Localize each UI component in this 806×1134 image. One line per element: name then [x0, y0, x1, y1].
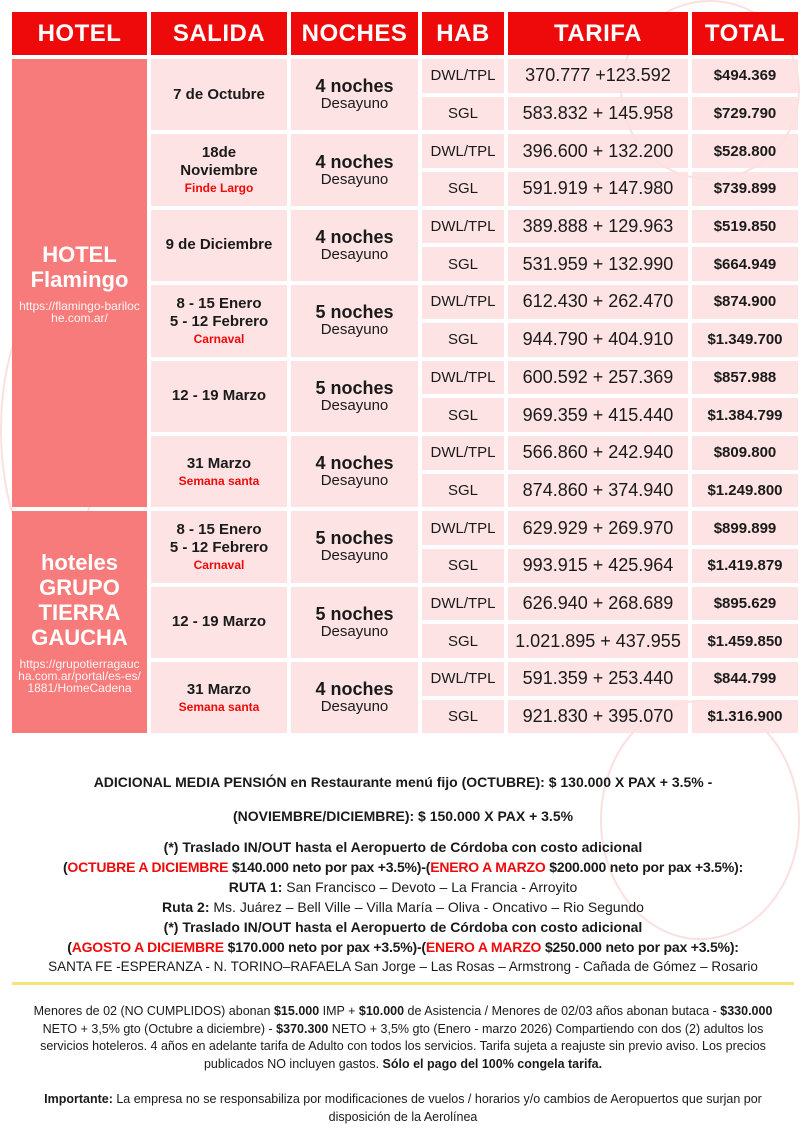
hotel-name: GRUPO	[39, 575, 120, 601]
hotel-name: GAUCHA	[31, 625, 128, 651]
nights-cell	[291, 210, 418, 281]
text-segment: OCTUBRE A DICIEMBRE	[67, 859, 229, 875]
rate: 591.919 + 147.980	[508, 172, 688, 206]
text-segment: Ruta 2:	[162, 899, 210, 915]
hotel-url[interactable]: https://grupotierragaucha.com.ar/portal/es-es/1881/HomeCadena	[18, 657, 141, 696]
nights-count: 4 noches	[315, 151, 394, 172]
room-type: DWL/TPL	[422, 511, 504, 545]
departure-cell	[151, 361, 287, 432]
column-header: NOCHES	[291, 12, 418, 55]
text-segment: ENERO A MARZO	[430, 859, 546, 875]
nights-cell	[291, 511, 418, 582]
room-type: DWL/TPL	[422, 134, 504, 168]
text-segment: (NOVIEMBRE/DICIEMBRE): $ 150.000 X PAX + 3.5%	[232, 808, 574, 824]
text-segment: (	[62, 859, 68, 875]
meal-plan: Desayuno	[320, 396, 389, 414]
meal-plan: Desayuno	[320, 170, 389, 188]
notes-line	[10, 897, 796, 917]
room-type: SGL	[422, 474, 504, 508]
room-type: DWL/TPL	[422, 587, 504, 621]
fineprint-line	[30, 1091, 776, 1126]
room-type: DWL/TPL	[422, 361, 504, 395]
departure-cell	[151, 436, 287, 507]
nights-cell	[291, 59, 418, 130]
nights-count: 5 noches	[315, 603, 394, 624]
text-segment: $140.000 neto por pax +3.5%)-(	[228, 859, 431, 875]
departure-date: 8 - 15 Enero	[176, 294, 262, 312]
total: $1.419.879	[692, 549, 798, 583]
text-segment: IMP +	[319, 1004, 359, 1018]
text-segment: $15.000	[273, 1004, 320, 1018]
text-segment: Sólo el pago del 100% congela tarifa.	[382, 1056, 603, 1071]
text-segment: ADICIONAL MEDIA PENSIÓN en Restaurante menú fijo (OCTUBRE): $ 130.000 X PAX + 3.5% -	[93, 774, 713, 790]
room-type: SGL	[422, 323, 504, 357]
departure-cell	[151, 587, 287, 658]
hotel-name: HOTEL	[42, 242, 117, 268]
total: $874.900	[692, 285, 798, 319]
room-type: SGL	[422, 700, 504, 734]
departure-tag: Semana santa	[178, 473, 260, 488]
nights-cell	[291, 436, 418, 507]
departure-date: 7 de Octubre	[173, 85, 265, 103]
column-header: HAB	[422, 12, 504, 55]
nights-count: 5 noches	[315, 528, 394, 549]
text-segment: RUTA 1:	[228, 879, 283, 895]
text-segment: Importante:	[44, 1092, 113, 1106]
additional-notes	[10, 765, 796, 977]
total: $809.800	[692, 436, 798, 470]
notes-line	[10, 917, 796, 937]
rate: 921.830 + 395.070	[508, 700, 688, 734]
text-segment: NETO + 3,5% gto (Octubre a diciembre) -	[42, 1021, 277, 1036]
nights-cell	[291, 587, 418, 658]
departure-date: 12 - 19 Marzo	[171, 613, 267, 631]
text-segment: NETO + 3,5% gto (Enero - marzo 2026) Compartiendo con dos (2) adultos los servicios hoteleros. 4 años en adelante tarifa de Adulto con todos los servicios. Tarifa sujeta a reajuste sin previo aviso. Los precios publicados NO incluyen gastos.	[40, 1021, 766, 1071]
text-segment: (*) Traslado IN/OUT hasta el Aeropuerto de Córdoba con costo adicional	[163, 839, 643, 855]
rates-table	[12, 12, 798, 733]
room-type: DWL/TPL	[422, 285, 504, 319]
rate: 969.359 + 415.440	[508, 398, 688, 432]
rate: 600.592 + 257.369	[508, 361, 688, 395]
rate: 944.790 + 404.910	[508, 323, 688, 357]
rate: 583.832 + 145.958	[508, 97, 688, 131]
meal-plan: Desayuno	[320, 547, 389, 565]
total: $844.799	[692, 662, 798, 696]
text-segment: (*) Traslado IN/OUT hasta el Aeropuerto de Córdoba con costo adicional	[163, 919, 643, 935]
separator	[12, 982, 794, 985]
departure-cell	[151, 511, 287, 582]
departure-tag: Semana santa	[178, 699, 260, 714]
nights-cell	[291, 361, 418, 432]
rate: 612.430 + 262.470	[508, 285, 688, 319]
total: $519.850	[692, 210, 798, 244]
nights-count: 5 noches	[315, 302, 394, 323]
nights-count: 4 noches	[315, 76, 394, 97]
hotel-name: TIERRA	[38, 600, 121, 626]
departure-cell	[151, 285, 287, 356]
departure-date: 8 - 15 Enero	[176, 520, 262, 538]
hotel-name: Flamingo	[30, 267, 129, 293]
text-segment: $200.000 neto por pax +3.5%):	[545, 859, 744, 875]
room-type: SGL	[422, 398, 504, 432]
total: $857.988	[692, 361, 798, 395]
hotel-cell	[12, 59, 147, 507]
column-header: TOTAL	[692, 12, 798, 55]
total: $1.249.800	[692, 474, 798, 508]
text-segment: $170.000 neto por pax +3.5%)-(	[223, 939, 426, 955]
rate: 591.359 + 253.440	[508, 662, 688, 696]
departure-date: 5 - 12 Febrero	[169, 312, 269, 330]
nights-count: 4 noches	[315, 226, 394, 247]
departure-date: 31 Marzo	[186, 680, 252, 698]
departure-cell	[151, 662, 287, 733]
hotel-name: hoteles	[40, 550, 119, 576]
meal-plan: Desayuno	[320, 472, 389, 490]
meal-plan: Desayuno	[320, 95, 389, 113]
text-segment: ENERO A MARZO	[425, 939, 542, 955]
text-segment: Menores de 02 (NO CUMPLIDOS) abonan	[33, 1004, 274, 1018]
rate: 629.929 + 269.970	[508, 511, 688, 545]
rate: 531.959 + 132.990	[508, 247, 688, 281]
total: $664.949	[692, 247, 798, 281]
text-segment: de Asistencia / Menores de 02/03 años abonan butaca -	[404, 1004, 721, 1018]
notes-line	[10, 857, 796, 877]
total: $895.629	[692, 587, 798, 621]
room-type: DWL/TPL	[422, 436, 504, 470]
hotel-url[interactable]: https://flamingo-bariloche.com.ar/	[19, 299, 140, 326]
text-segment: (	[67, 939, 72, 955]
rate: 566.860 + 242.940	[508, 436, 688, 470]
total: $739.899	[692, 172, 798, 206]
meal-plan: Desayuno	[320, 321, 389, 339]
rate: 1.021.895 + 437.955	[508, 624, 688, 658]
departure-date: 9 de Diciembre	[165, 236, 273, 254]
room-type: SGL	[422, 97, 504, 131]
rate: 993.915 + 425.964	[508, 549, 688, 583]
nights-cell	[291, 662, 418, 733]
total: $1.316.900	[692, 700, 798, 734]
meal-plan: Desayuno	[320, 245, 389, 263]
notes-line	[10, 837, 796, 857]
departure-tag: Carnaval	[193, 557, 245, 572]
room-type: DWL/TPL	[422, 59, 504, 93]
text-segment: La empresa no se responsabiliza por modificaciones de vuelos / horarios y/o cambios de Aeropuertos que surjan por disposición de la Aerolínea	[112, 1092, 762, 1124]
notes-line	[10, 877, 796, 897]
nights-count: 5 noches	[315, 377, 394, 398]
departure-cell	[151, 59, 287, 130]
notes-line	[10, 799, 796, 833]
rate: 389.888 + 129.963	[508, 210, 688, 244]
hotel-cell	[12, 511, 147, 733]
total: $1.384.799	[692, 398, 798, 432]
rate: 396.600 + 132.200	[508, 134, 688, 168]
total: $899.899	[692, 511, 798, 545]
room-type: SGL	[422, 549, 504, 583]
room-type: SGL	[422, 247, 504, 281]
text-segment: SANTA FE -ESPERANZA - N. TORINO–RAFAELA San Jorge – Las Rosas – Armstrong - Cañada de Gómez – Rosario	[48, 959, 758, 974]
room-type: DWL/TPL	[422, 210, 504, 244]
room-type: SGL	[422, 624, 504, 658]
rate: 370.777 +123.592	[508, 59, 688, 93]
total: $528.800	[692, 134, 798, 168]
departure-date: 18de	[201, 144, 237, 162]
column-header: SALIDA	[151, 12, 287, 55]
meal-plan: Desayuno	[320, 622, 389, 640]
room-type: SGL	[422, 172, 504, 206]
total: $1.349.700	[692, 323, 798, 357]
fine-print	[30, 1003, 776, 1126]
nights-cell	[291, 285, 418, 356]
total: $494.369	[692, 59, 798, 93]
meal-plan: Desayuno	[320, 698, 389, 716]
notes-line	[10, 765, 796, 799]
notes-line	[10, 937, 796, 957]
column-header: HOTEL	[12, 12, 147, 55]
nights-count: 4 noches	[315, 453, 394, 474]
departure-date: 5 - 12 Febrero	[169, 538, 269, 556]
total: $729.790	[692, 97, 798, 131]
departure-cell	[151, 210, 287, 281]
text-segment: $330.000	[720, 1004, 773, 1018]
column-header: TARIFA	[508, 12, 688, 55]
rate: 874.860 + 374.940	[508, 474, 688, 508]
departure-date: 31 Marzo	[186, 454, 252, 472]
rate: 626.940 + 268.689	[508, 587, 688, 621]
fineprint-line	[30, 1003, 776, 1073]
text-segment: $10.000	[358, 1004, 405, 1018]
departure-date: Noviembre	[180, 162, 258, 180]
notes-line	[10, 957, 796, 977]
text-segment: AGOSTO A DICIEMBRE	[71, 939, 224, 955]
total: $1.459.850	[692, 624, 798, 658]
departure-tag: Finde Largo	[184, 181, 254, 196]
room-type: DWL/TPL	[422, 662, 504, 696]
nights-count: 4 noches	[315, 679, 394, 700]
departure-date: 12 - 19 Marzo	[171, 387, 267, 405]
departure-cell	[151, 134, 287, 205]
departure-tag: Carnaval	[193, 331, 245, 346]
text-segment: $250.000 neto por pax +3.5%):	[541, 939, 739, 955]
text-segment: $370.300	[276, 1021, 329, 1036]
text-segment: Ms. Juárez – Bell Ville – Villa María – Oliva - Oncativo – Rio Segundo	[209, 899, 644, 915]
nights-cell	[291, 134, 418, 205]
text-segment: San Francisco – Devoto – La Francia - Arroyito	[282, 879, 578, 895]
